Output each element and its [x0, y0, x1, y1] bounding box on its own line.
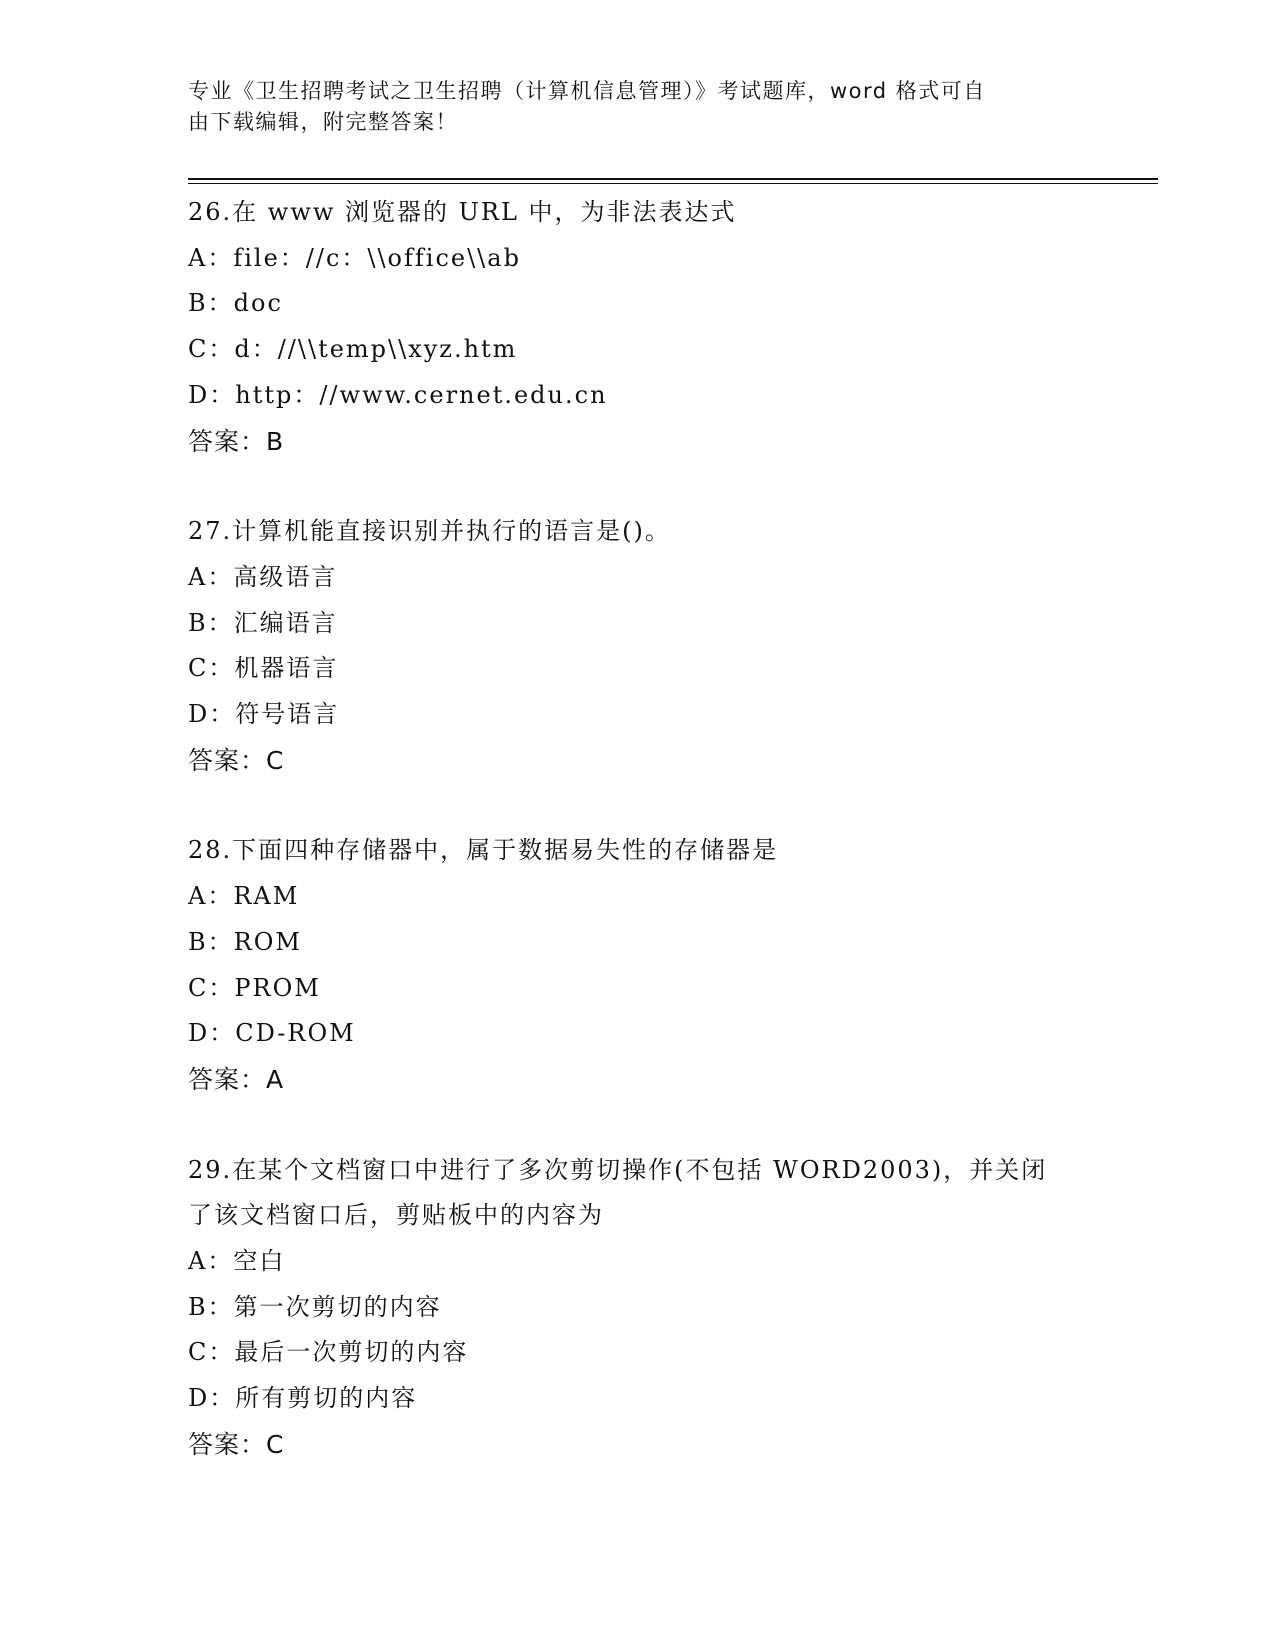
option-c: C：d：//\\temp\\xyz.htm: [188, 335, 518, 364]
question-stem-line-1: 29.在某个文档窗口中进行了多次剪切操作(不包括 WORD2003)，并关闭: [188, 1155, 1048, 1184]
option-c: C：最后一次剪切的内容: [188, 1338, 469, 1367]
option-a: A：高级语言: [188, 562, 338, 591]
answer-label: 答案：B: [188, 426, 285, 456]
question-list: [188, 190, 1158, 1513]
answer-label: 答案：A: [188, 1064, 285, 1094]
question-26: [188, 190, 1158, 464]
option-a: A：file：//c：\\office\\ab: [188, 243, 521, 272]
option-a: A：空白: [188, 1247, 286, 1276]
option-b: B：doc: [188, 289, 283, 318]
question-29: [188, 1148, 1158, 1468]
option-c: C：PROM: [188, 973, 321, 1002]
answer-label: 答案：C: [188, 1429, 285, 1459]
question-stem: 27.计算机能直接识别并执行的语言是()。: [188, 517, 671, 546]
option-c: C：机器语言: [188, 654, 339, 683]
answer-label: 答案：C: [188, 745, 285, 775]
header-line-1: 专业《卫生招聘考试之卫生招聘（计算机信息管理）》考试题库，word 格式可自: [188, 79, 986, 103]
question-stem-line-2: 了该文档窗口后，剪贴板中的内容为: [188, 1201, 604, 1230]
option-d: D：所有剪切的内容: [188, 1384, 418, 1413]
option-b: B：ROM: [188, 927, 302, 956]
header-line-2: 由下载编辑，附完整答案！: [188, 110, 458, 134]
document-header: [188, 76, 1088, 138]
question-stem: 26.在 www 浏览器的 URL 中，为非法表达式: [188, 198, 737, 226]
header-divider-thick: [188, 178, 1158, 180]
option-b: B：汇编语言: [188, 608, 338, 637]
question-28: [188, 828, 1158, 1102]
option-a: A：RAM: [188, 882, 300, 911]
header-divider-thin: [188, 183, 1158, 184]
option-b: B：第一次剪切的内容: [188, 1292, 442, 1321]
option-d: D：CD-ROM: [188, 1019, 356, 1048]
question-stem: 28.下面四种存储器中，属于数据易失性的存储器是: [188, 836, 779, 865]
option-d: D：符号语言: [188, 700, 340, 729]
question-27: [188, 509, 1158, 783]
option-d: D：http：//www.cernet.edu.cn: [188, 380, 608, 409]
